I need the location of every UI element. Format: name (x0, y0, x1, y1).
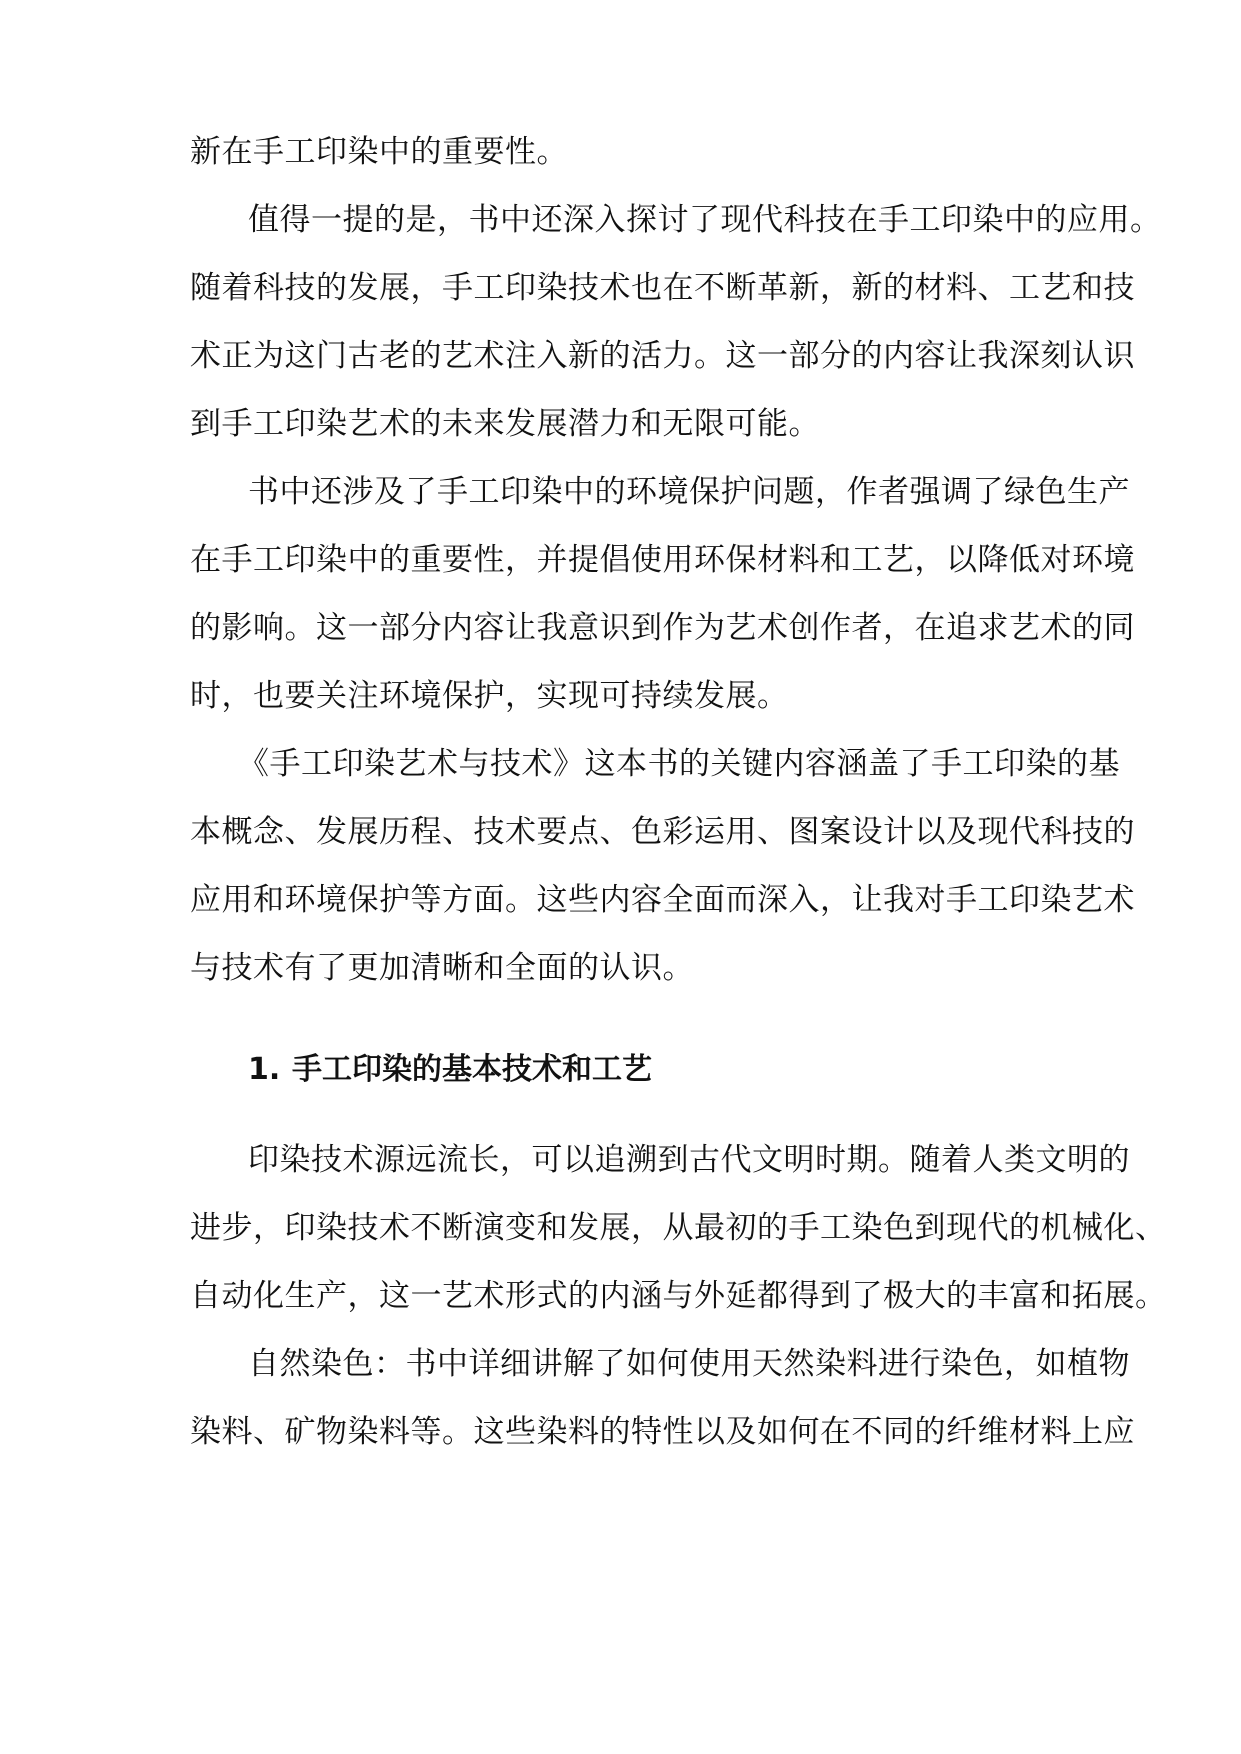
paragraph-line: 自动化生产，这一艺术形式的内涵与外延都得到了极大的丰富和拓展。 (190, 1278, 1167, 1314)
paragraph-line: 的影响。这一部分内容让我意识到作为艺术创作者，在追求艺术的同 (190, 610, 1135, 646)
paragraph-line: 本概念、发展历程、技术要点、色彩运用、图案设计以及现代科技的 (190, 814, 1135, 850)
paragraph-line: 术正为这门古老的艺术注入新的活力。这一部分的内容让我深刻认识 (190, 338, 1135, 374)
paragraph-line: 《手工印染艺术与技术》这本书的关键内容涵盖了手工印染的基 (238, 746, 1120, 782)
section-title: 手工印染的基本技术和工艺 (292, 1052, 652, 1087)
paragraph-line: 随着科技的发展，手工印染技术也在不断革新，新的材料、工艺和技 (190, 270, 1135, 306)
paragraph-line: 在手工印染中的重要性，并提倡使用环保材料和工艺，以降低对环境 (190, 542, 1135, 578)
paragraph-line: 到手工印染艺术的未来发展潜力和无限可能。 (190, 406, 820, 442)
paragraph-line: 书中还涉及了手工印染中的环境保护问题，作者强调了绿色生产 (248, 474, 1130, 510)
paragraph-line: 时，也要关注环境保护，实现可持续发展。 (190, 678, 789, 714)
paragraph-line: 染料、矿物染料等。这些染料的特性以及如何在不同的纤维材料上应 (190, 1414, 1135, 1450)
paragraph-line: 与技术有了更加清晰和全面的认识。 (190, 950, 694, 986)
paragraph-line: 应用和环境保护等方面。这些内容全面而深入，让我对手工印染艺术 (190, 882, 1135, 918)
paragraph-line: 自然染色：书中详细讲解了如何使用天然染料进行染色，如植物 (248, 1346, 1130, 1382)
section-heading (248, 1050, 1048, 1090)
paragraph-line: 值得一提的是，书中还深入探讨了现代科技在手工印染中的应用。 (248, 202, 1162, 238)
paragraph-line: 印染技术源远流长，可以追溯到古代文明时期。随着人类文明的 (248, 1142, 1130, 1178)
paragraph-line: 进步，印染技术不断演变和发展，从最初的手工染色到现代的机械化、 (190, 1210, 1167, 1246)
section-number: 1. (248, 1052, 281, 1087)
paragraph-line: 新在手工印染中的重要性。 (190, 134, 568, 170)
